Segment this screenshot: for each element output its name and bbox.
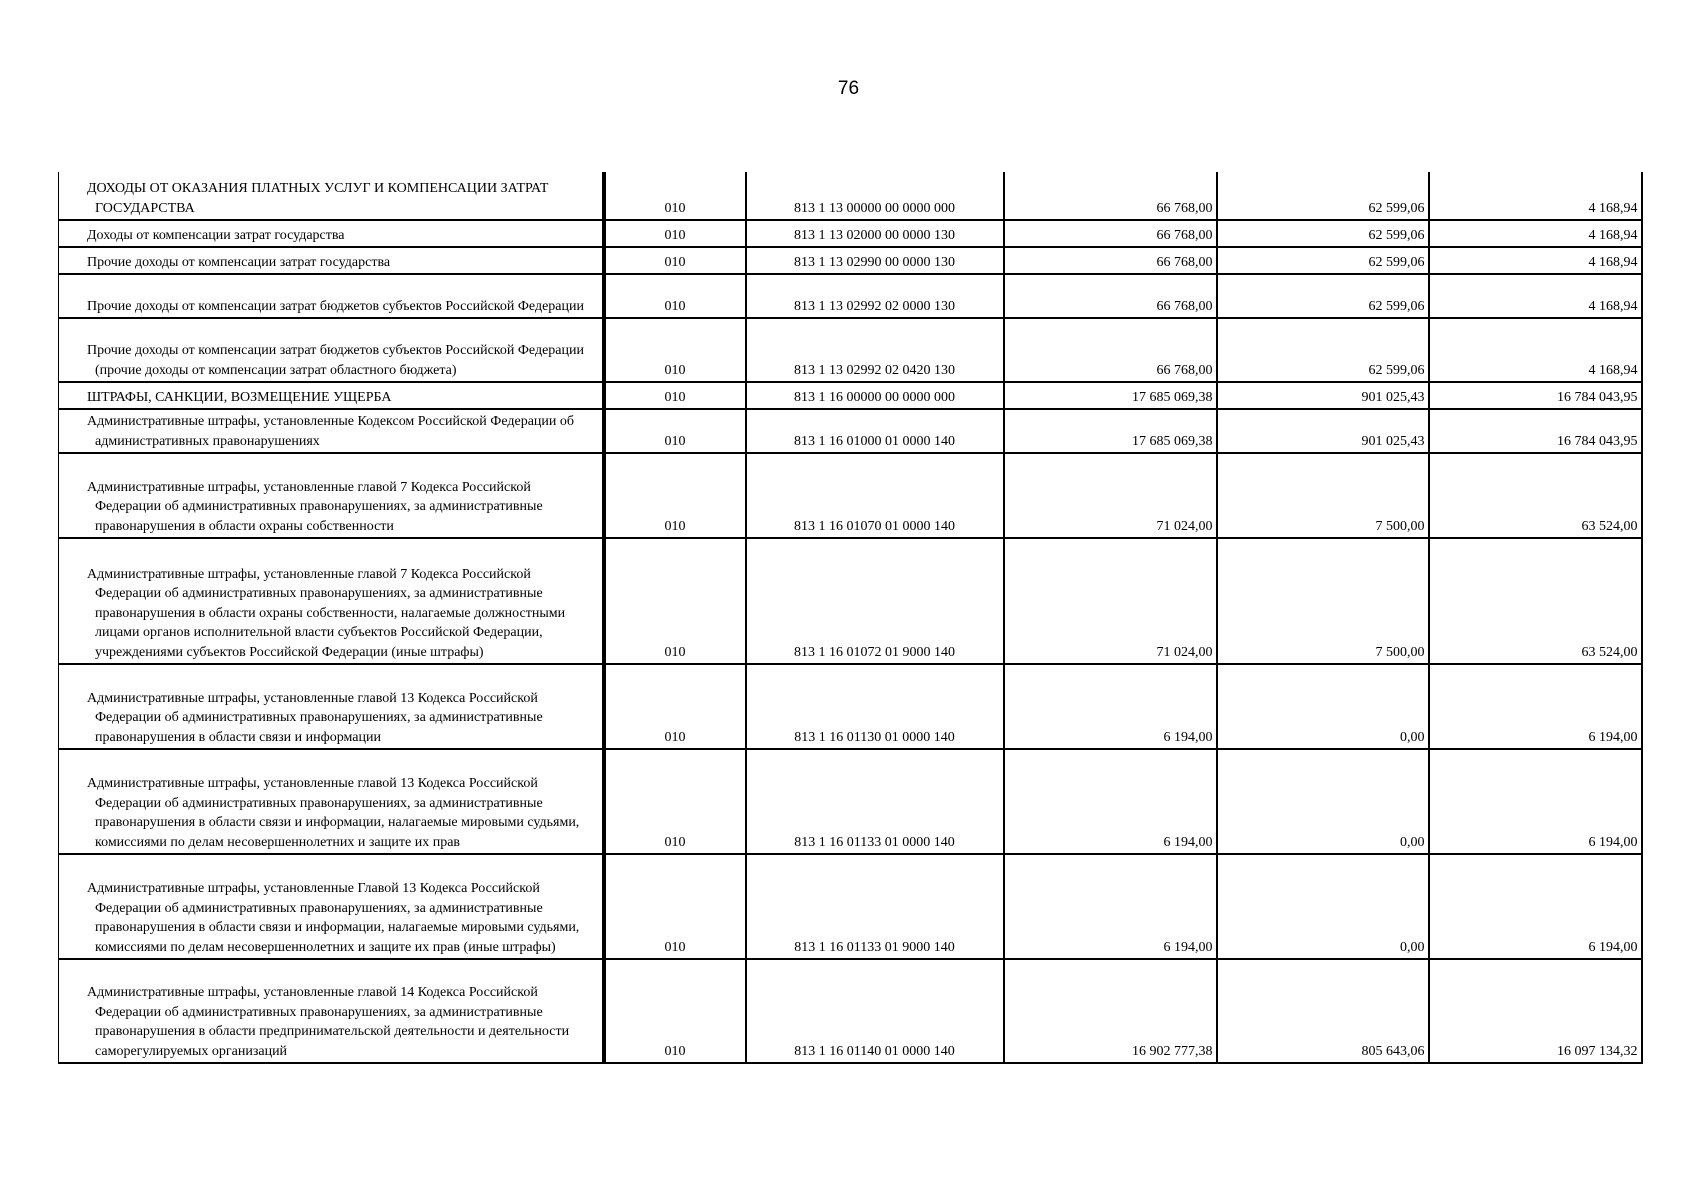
row-code: 010 — [604, 318, 746, 382]
row-name: Прочие доходы от компенсации затрат бюджетов субъектов Российской Федерации (прочие доходы от компенсации затрат областного бюджета) — [59, 318, 604, 382]
row-unexecuted: 4 168,94 — [1429, 247, 1642, 274]
row-assigned: 66 768,00 — [1004, 247, 1217, 274]
row-assigned: 66 768,00 — [1004, 220, 1217, 247]
table-row — [59, 274, 1642, 318]
row-unexecuted: 6 194,00 — [1429, 749, 1642, 854]
table-row — [59, 409, 1642, 453]
row-assigned: 71 024,00 — [1004, 453, 1217, 538]
row-name: Административные штрафы, установленные главой 13 Кодекса Российской Федерации об административных правонарушениях, за административные правонарушения в области связи и информации — [59, 664, 604, 749]
row-kbk: 813 1 13 02990 00 0000 130 — [746, 247, 1004, 274]
row-name: Административные штрафы, установленные главой 7 Кодекса Российской Федерации об административных правонарушениях, за административные правонарушения в области охраны собственности, налагаемые должностными лицами органов исполнительной власти субъектов Российской Федерации, учреждениями субъектов Российской Федерации (иные штрафы) — [59, 538, 604, 664]
row-name: Прочие доходы от компенсации затрат государства — [59, 247, 604, 274]
row-kbk: 813 1 16 01072 01 9000 140 — [746, 538, 1004, 664]
row-name: ШТРАФЫ, САНКЦИИ, ВОЗМЕЩЕНИЕ УЩЕРБА — [59, 382, 604, 409]
row-unexecuted: 6 194,00 — [1429, 854, 1642, 959]
row-executed: 62 599,06 — [1217, 274, 1429, 318]
revenue-table — [58, 172, 1643, 1064]
row-assigned: 66 768,00 — [1004, 172, 1217, 220]
row-code: 010 — [604, 220, 746, 247]
table-row — [59, 247, 1642, 274]
row-executed: 901 025,43 — [1217, 409, 1429, 453]
page-number: 76 — [837, 78, 860, 99]
row-kbk: 813 1 13 02992 02 0420 130 — [746, 318, 1004, 382]
row-code: 010 — [604, 854, 746, 959]
row-assigned: 66 768,00 — [1004, 274, 1217, 318]
table-row — [59, 538, 1642, 664]
row-assigned: 17 685 069,38 — [1004, 382, 1217, 409]
row-unexecuted: 4 168,94 — [1429, 220, 1642, 247]
row-kbk: 813 1 16 01070 01 0000 140 — [746, 453, 1004, 538]
row-kbk: 813 1 13 00000 00 0000 000 — [746, 172, 1004, 220]
row-kbk: 813 1 16 01140 01 0000 140 — [746, 959, 1004, 1063]
row-kbk: 813 1 16 00000 00 0000 000 — [746, 382, 1004, 409]
row-kbk: 813 1 16 01133 01 9000 140 — [746, 854, 1004, 959]
row-code: 010 — [604, 453, 746, 538]
table-row — [59, 664, 1642, 749]
row-executed: 805 643,06 — [1217, 959, 1429, 1063]
row-code: 010 — [604, 538, 746, 664]
row-name: Прочие доходы от компенсации затрат бюджетов субъектов Российской Федерации — [59, 274, 604, 318]
row-unexecuted: 63 524,00 — [1429, 538, 1642, 664]
row-assigned: 16 902 777,38 — [1004, 959, 1217, 1063]
row-name: Доходы от компенсации затрат государства — [59, 220, 604, 247]
row-assigned: 6 194,00 — [1004, 749, 1217, 854]
row-code: 010 — [604, 409, 746, 453]
row-executed: 0,00 — [1217, 749, 1429, 854]
row-executed: 0,00 — [1217, 854, 1429, 959]
row-executed: 62 599,06 — [1217, 220, 1429, 247]
row-name: Административные штрафы, установленные главой 13 Кодекса Российской Федерации об административных правонарушениях, за административные правонарушения в области связи и информации, налагаемые мировыми судьями, комиссиями по делам несовершеннолетних и защите их прав — [59, 749, 604, 854]
row-assigned: 66 768,00 — [1004, 318, 1217, 382]
row-name: Административные штрафы, установленные Главой 13 Кодекса Российской Федерации об административных правонарушениях, за административные правонарушения в области связи и информации, налагаемые мировыми судьями, комиссиями по делам несовершеннолетних и защите их прав (иные штрафы) — [59, 854, 604, 959]
row-name: ДОХОДЫ ОТ ОКАЗАНИЯ ПЛАТНЫХ УСЛУГ И КОМПЕНСАЦИИ ЗАТРАТ ГОСУДАРСТВА — [59, 172, 604, 220]
row-code: 010 — [604, 382, 746, 409]
table-row — [59, 318, 1642, 382]
row-name: Административные штрафы, установленные Кодексом Российской Федерации об административных правонарушениях — [59, 409, 604, 453]
row-kbk: 813 1 16 01133 01 0000 140 — [746, 749, 1004, 854]
row-assigned: 17 685 069,38 — [1004, 409, 1217, 453]
row-unexecuted: 16 784 043,95 — [1429, 409, 1642, 453]
row-executed: 0,00 — [1217, 664, 1429, 749]
table-row — [59, 749, 1642, 854]
row-code: 010 — [604, 664, 746, 749]
table-row — [59, 854, 1642, 959]
table-row — [59, 382, 1642, 409]
row-executed: 7 500,00 — [1217, 538, 1429, 664]
row-unexecuted: 4 168,94 — [1429, 274, 1642, 318]
table-row — [59, 453, 1642, 538]
row-assigned: 6 194,00 — [1004, 664, 1217, 749]
row-kbk: 813 1 13 02992 02 0000 130 — [746, 274, 1004, 318]
row-unexecuted: 6 194,00 — [1429, 664, 1642, 749]
table-row — [59, 220, 1642, 247]
row-kbk: 813 1 16 01000 01 0000 140 — [746, 409, 1004, 453]
row-code: 010 — [604, 274, 746, 318]
row-unexecuted: 63 524,00 — [1429, 453, 1642, 538]
row-kbk: 813 1 16 01130 01 0000 140 — [746, 664, 1004, 749]
row-executed: 62 599,06 — [1217, 247, 1429, 274]
row-executed: 62 599,06 — [1217, 318, 1429, 382]
row-name: Административные штрафы, установленные главой 14 Кодекса Российской Федерации об административных правонарушениях, за административные правонарушения в области предпринимательской деятельности и деятельности саморегулируемых организаций — [59, 959, 604, 1063]
row-code: 010 — [604, 749, 746, 854]
row-executed: 7 500,00 — [1217, 453, 1429, 538]
row-unexecuted: 4 168,94 — [1429, 172, 1642, 220]
row-name: Административные штрафы, установленные главой 7 Кодекса Российской Федерации об административных правонарушениях, за административные правонарушения в области охраны собственности — [59, 453, 604, 538]
row-code: 010 — [604, 959, 746, 1063]
row-assigned: 71 024,00 — [1004, 538, 1217, 664]
row-assigned: 6 194,00 — [1004, 854, 1217, 959]
table-row — [59, 172, 1642, 220]
row-executed: 62 599,06 — [1217, 172, 1429, 220]
row-executed: 901 025,43 — [1217, 382, 1429, 409]
row-code: 010 — [604, 172, 746, 220]
row-unexecuted: 16 097 134,32 — [1429, 959, 1642, 1063]
row-kbk: 813 1 13 02000 00 0000 130 — [746, 220, 1004, 247]
row-unexecuted: 4 168,94 — [1429, 318, 1642, 382]
row-unexecuted: 16 784 043,95 — [1429, 382, 1642, 409]
table-row — [59, 959, 1642, 1063]
row-code: 010 — [604, 247, 746, 274]
